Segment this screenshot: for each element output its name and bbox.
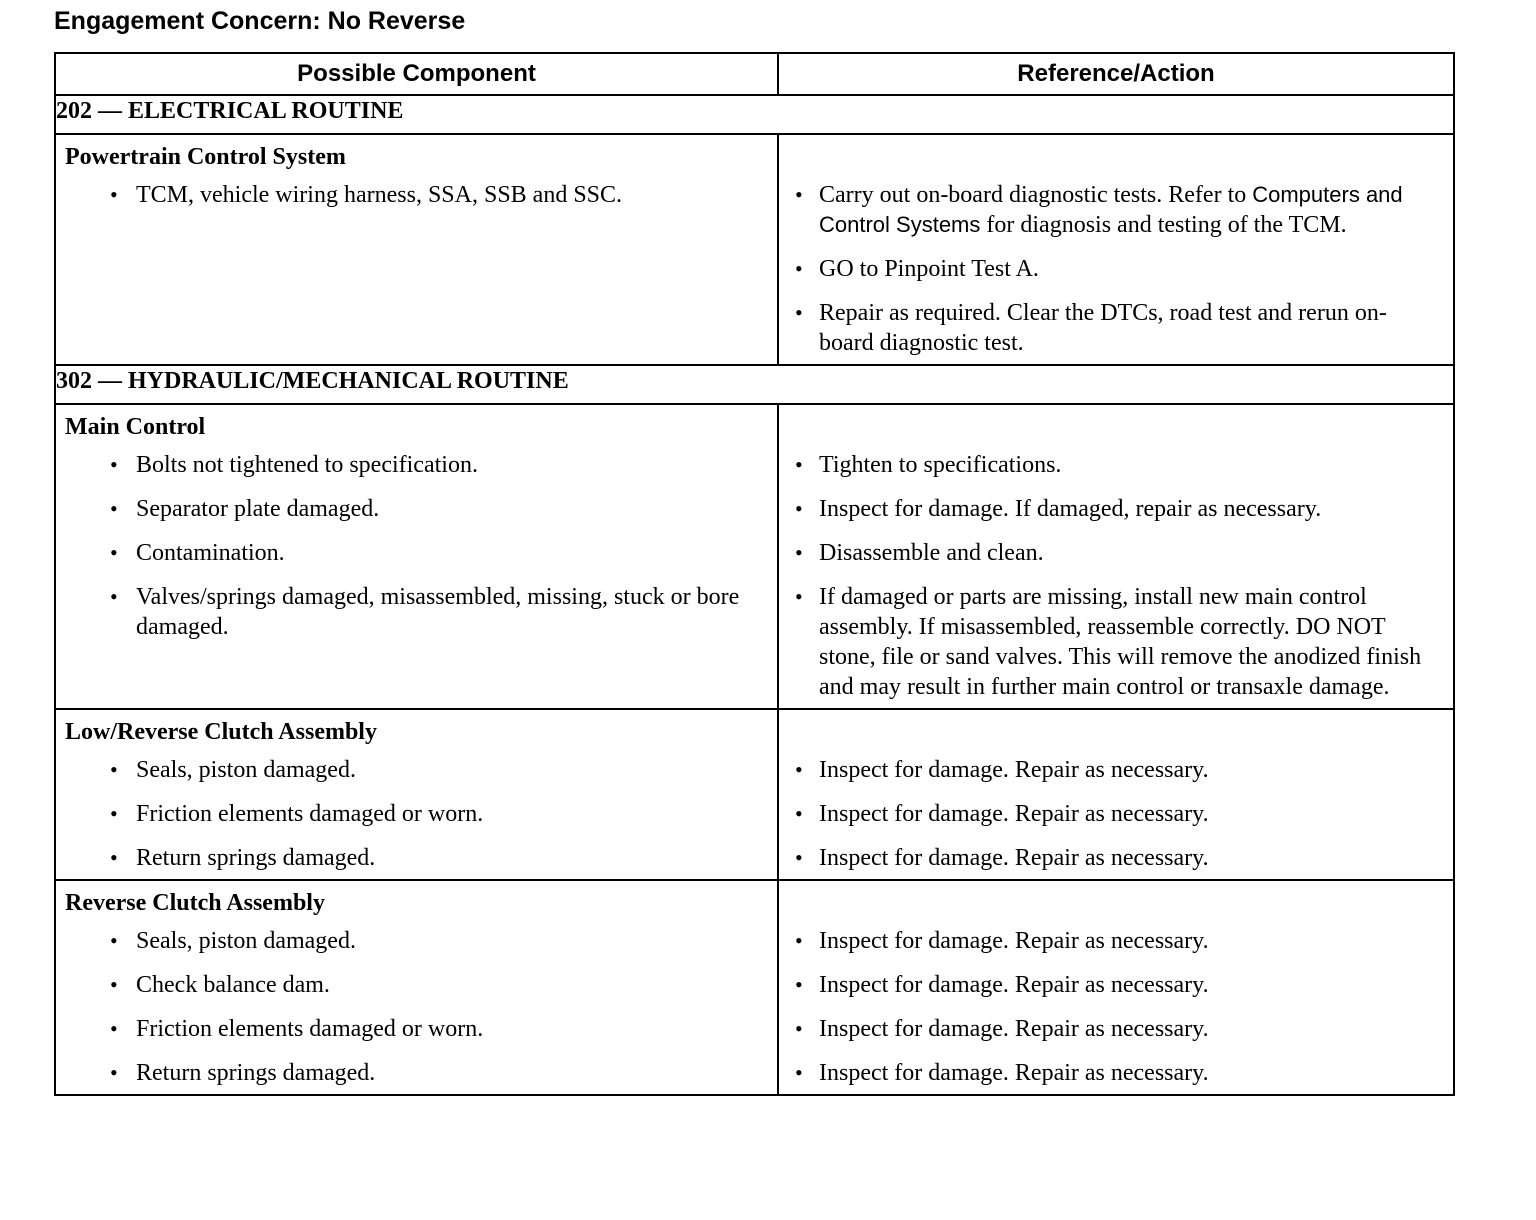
bullet-icon: • (795, 584, 803, 609)
cause-item (56, 450, 777, 480)
bullet-icon: • (110, 972, 118, 997)
action-item (779, 926, 1453, 956)
bullet-icon: • (795, 256, 803, 281)
action-text-continued: for diagnosis and testing of the TCM. (986, 212, 1347, 238)
cause-item (56, 843, 777, 873)
action-item (779, 298, 1453, 358)
page-title: Engagement Concern: No Reverse (54, 7, 466, 35)
cause-item-text: Friction elements damaged or worn. (136, 801, 484, 827)
bullet-icon: • (795, 801, 803, 826)
component-name: Reverse Clutch Assembly (65, 890, 325, 916)
action-text: Inspect for damage. If damaged, repair as necessary. (819, 496, 1322, 522)
cause-list (56, 180, 777, 210)
diagnostic-table (54, 52, 1455, 1096)
action-item (779, 494, 1453, 524)
routine-heading: 202 — ELECTRICAL ROUTINE (55, 95, 1454, 134)
bullet-icon: • (110, 757, 118, 782)
bullet-icon: • (795, 452, 803, 477)
action-text: Inspect for damage. Repair as necessary. (819, 1060, 1209, 1086)
routine-heading: 302 — HYDRAULIC/MECHANICAL ROUTINE (55, 365, 1454, 404)
bullet-icon: • (795, 1016, 803, 1041)
possible-component-cell (55, 709, 778, 880)
bullet-icon: • (110, 496, 118, 521)
action-text: GO to Pinpoint Test A. (819, 256, 1039, 282)
action-text: If damaged or parts are missing, install new main control assembly. If misassembled, reassemble correctly. DO NOT stone, file or sand valves. This will remove the anodized finish and may result in further main control or transaxle damage. (819, 584, 1422, 700)
action-text: Inspect for damage. Repair as necessary. (819, 928, 1209, 954)
cause-item-text: Friction elements damaged or worn. (136, 1016, 484, 1042)
component-name-spacer (779, 881, 1453, 926)
action-text: Inspect for damage. Repair as necessary. (819, 845, 1209, 871)
action-item (779, 843, 1453, 873)
component-name: Powertrain Control System (65, 144, 346, 170)
component-group-row (55, 880, 1454, 1095)
action-text: Repair as required. Clear the DTCs, road test and rerun on-board diagnostic test. (819, 300, 1387, 356)
routine-row (55, 95, 1454, 134)
action-reference-link: Computers and Control Systems (819, 182, 1403, 237)
routine-row (55, 365, 1454, 404)
action-text: Carry out on-board diagnostic tests. Refer to (819, 182, 1247, 208)
cause-item-text: Return springs damaged. (136, 1060, 376, 1086)
bullet-icon: • (110, 452, 118, 477)
action-text: Inspect for damage. Repair as necessary. (819, 972, 1209, 998)
bullet-icon: • (110, 845, 118, 870)
table-body (55, 95, 1454, 1095)
cause-list (56, 755, 777, 873)
cause-item (56, 1058, 777, 1088)
reference-action-cell (778, 134, 1454, 365)
possible-component-cell (55, 404, 778, 709)
bullet-icon: • (795, 928, 803, 953)
action-item (779, 538, 1453, 568)
bullet-icon: • (110, 584, 118, 609)
cause-item (56, 494, 777, 524)
bullet-icon: • (110, 928, 118, 953)
action-text: Disassemble and clean. (819, 540, 1044, 566)
cause-item-text: Valves/springs damaged, misassembled, missing, stuck or bore damaged. (136, 584, 740, 640)
component-group-row (55, 134, 1454, 365)
action-text: Tighten to specifications. (819, 452, 1062, 478)
action-item (779, 254, 1453, 284)
bullet-icon: • (110, 1016, 118, 1041)
component-group-row (55, 709, 1454, 880)
action-list (779, 180, 1453, 358)
cause-item (56, 180, 777, 210)
bullet-icon: • (110, 1060, 118, 1085)
action-list (779, 755, 1453, 873)
action-item (779, 970, 1453, 1000)
reference-action-cell (778, 404, 1454, 709)
cause-item (56, 1014, 777, 1044)
cause-item-text: Bolts not tightened to specification. (136, 452, 478, 478)
cause-item (56, 970, 777, 1000)
possible-component-cell (55, 134, 778, 365)
action-item (779, 799, 1453, 829)
bullet-icon: • (795, 1060, 803, 1085)
component-name-spacer (779, 710, 1453, 755)
cause-item-text: TCM, vehicle wiring harness, SSA, SSB and SSC. (136, 182, 623, 208)
bullet-icon: • (795, 540, 803, 565)
bullet-icon: • (795, 845, 803, 870)
action-item (779, 180, 1453, 240)
action-item (779, 582, 1453, 702)
component-name-spacer (779, 405, 1453, 450)
cause-list (56, 926, 777, 1088)
component-name: Main Control (65, 414, 206, 440)
action-item (779, 755, 1453, 785)
cause-item (56, 538, 777, 568)
table-header-row (55, 53, 1454, 95)
component-group-row (55, 404, 1454, 709)
possible-component-cell (55, 880, 778, 1095)
cause-item (56, 799, 777, 829)
action-text: Inspect for damage. Repair as necessary. (819, 757, 1209, 783)
bullet-icon: • (110, 540, 118, 565)
action-list (779, 450, 1453, 702)
bullet-icon: • (795, 972, 803, 997)
action-item (779, 450, 1453, 480)
bullet-icon: • (110, 182, 118, 207)
action-text: Inspect for damage. Repair as necessary. (819, 801, 1209, 827)
column-header-reference-action: Reference/Action (778, 53, 1454, 95)
reference-action-cell (778, 709, 1454, 880)
cause-item-text: Seals, piston damaged. (136, 928, 356, 954)
reference-action-cell (778, 880, 1454, 1095)
bullet-icon: • (110, 801, 118, 826)
cause-item-text: Separator plate damaged. (136, 496, 380, 522)
cause-item (56, 582, 777, 642)
action-text: Inspect for damage. Repair as necessary. (819, 1016, 1209, 1042)
cause-item (56, 755, 777, 785)
component-name: Low/Reverse Clutch Assembly (65, 719, 377, 745)
action-item (779, 1058, 1453, 1088)
cause-list (56, 450, 777, 642)
column-header-possible-component: Possible Component (55, 53, 778, 95)
bullet-icon: • (795, 757, 803, 782)
cause-item-text: Check balance dam. (136, 972, 330, 998)
component-name-spacer (779, 135, 1453, 180)
bullet-icon: • (795, 300, 803, 325)
cause-item-text: Return springs damaged. (136, 845, 376, 871)
bullet-icon: • (795, 182, 803, 207)
cause-item-text: Contamination. (136, 540, 285, 566)
cause-item-text: Seals, piston damaged. (136, 757, 356, 783)
action-list (779, 926, 1453, 1088)
action-item (779, 1014, 1453, 1044)
cause-item (56, 926, 777, 956)
bullet-icon: • (795, 496, 803, 521)
